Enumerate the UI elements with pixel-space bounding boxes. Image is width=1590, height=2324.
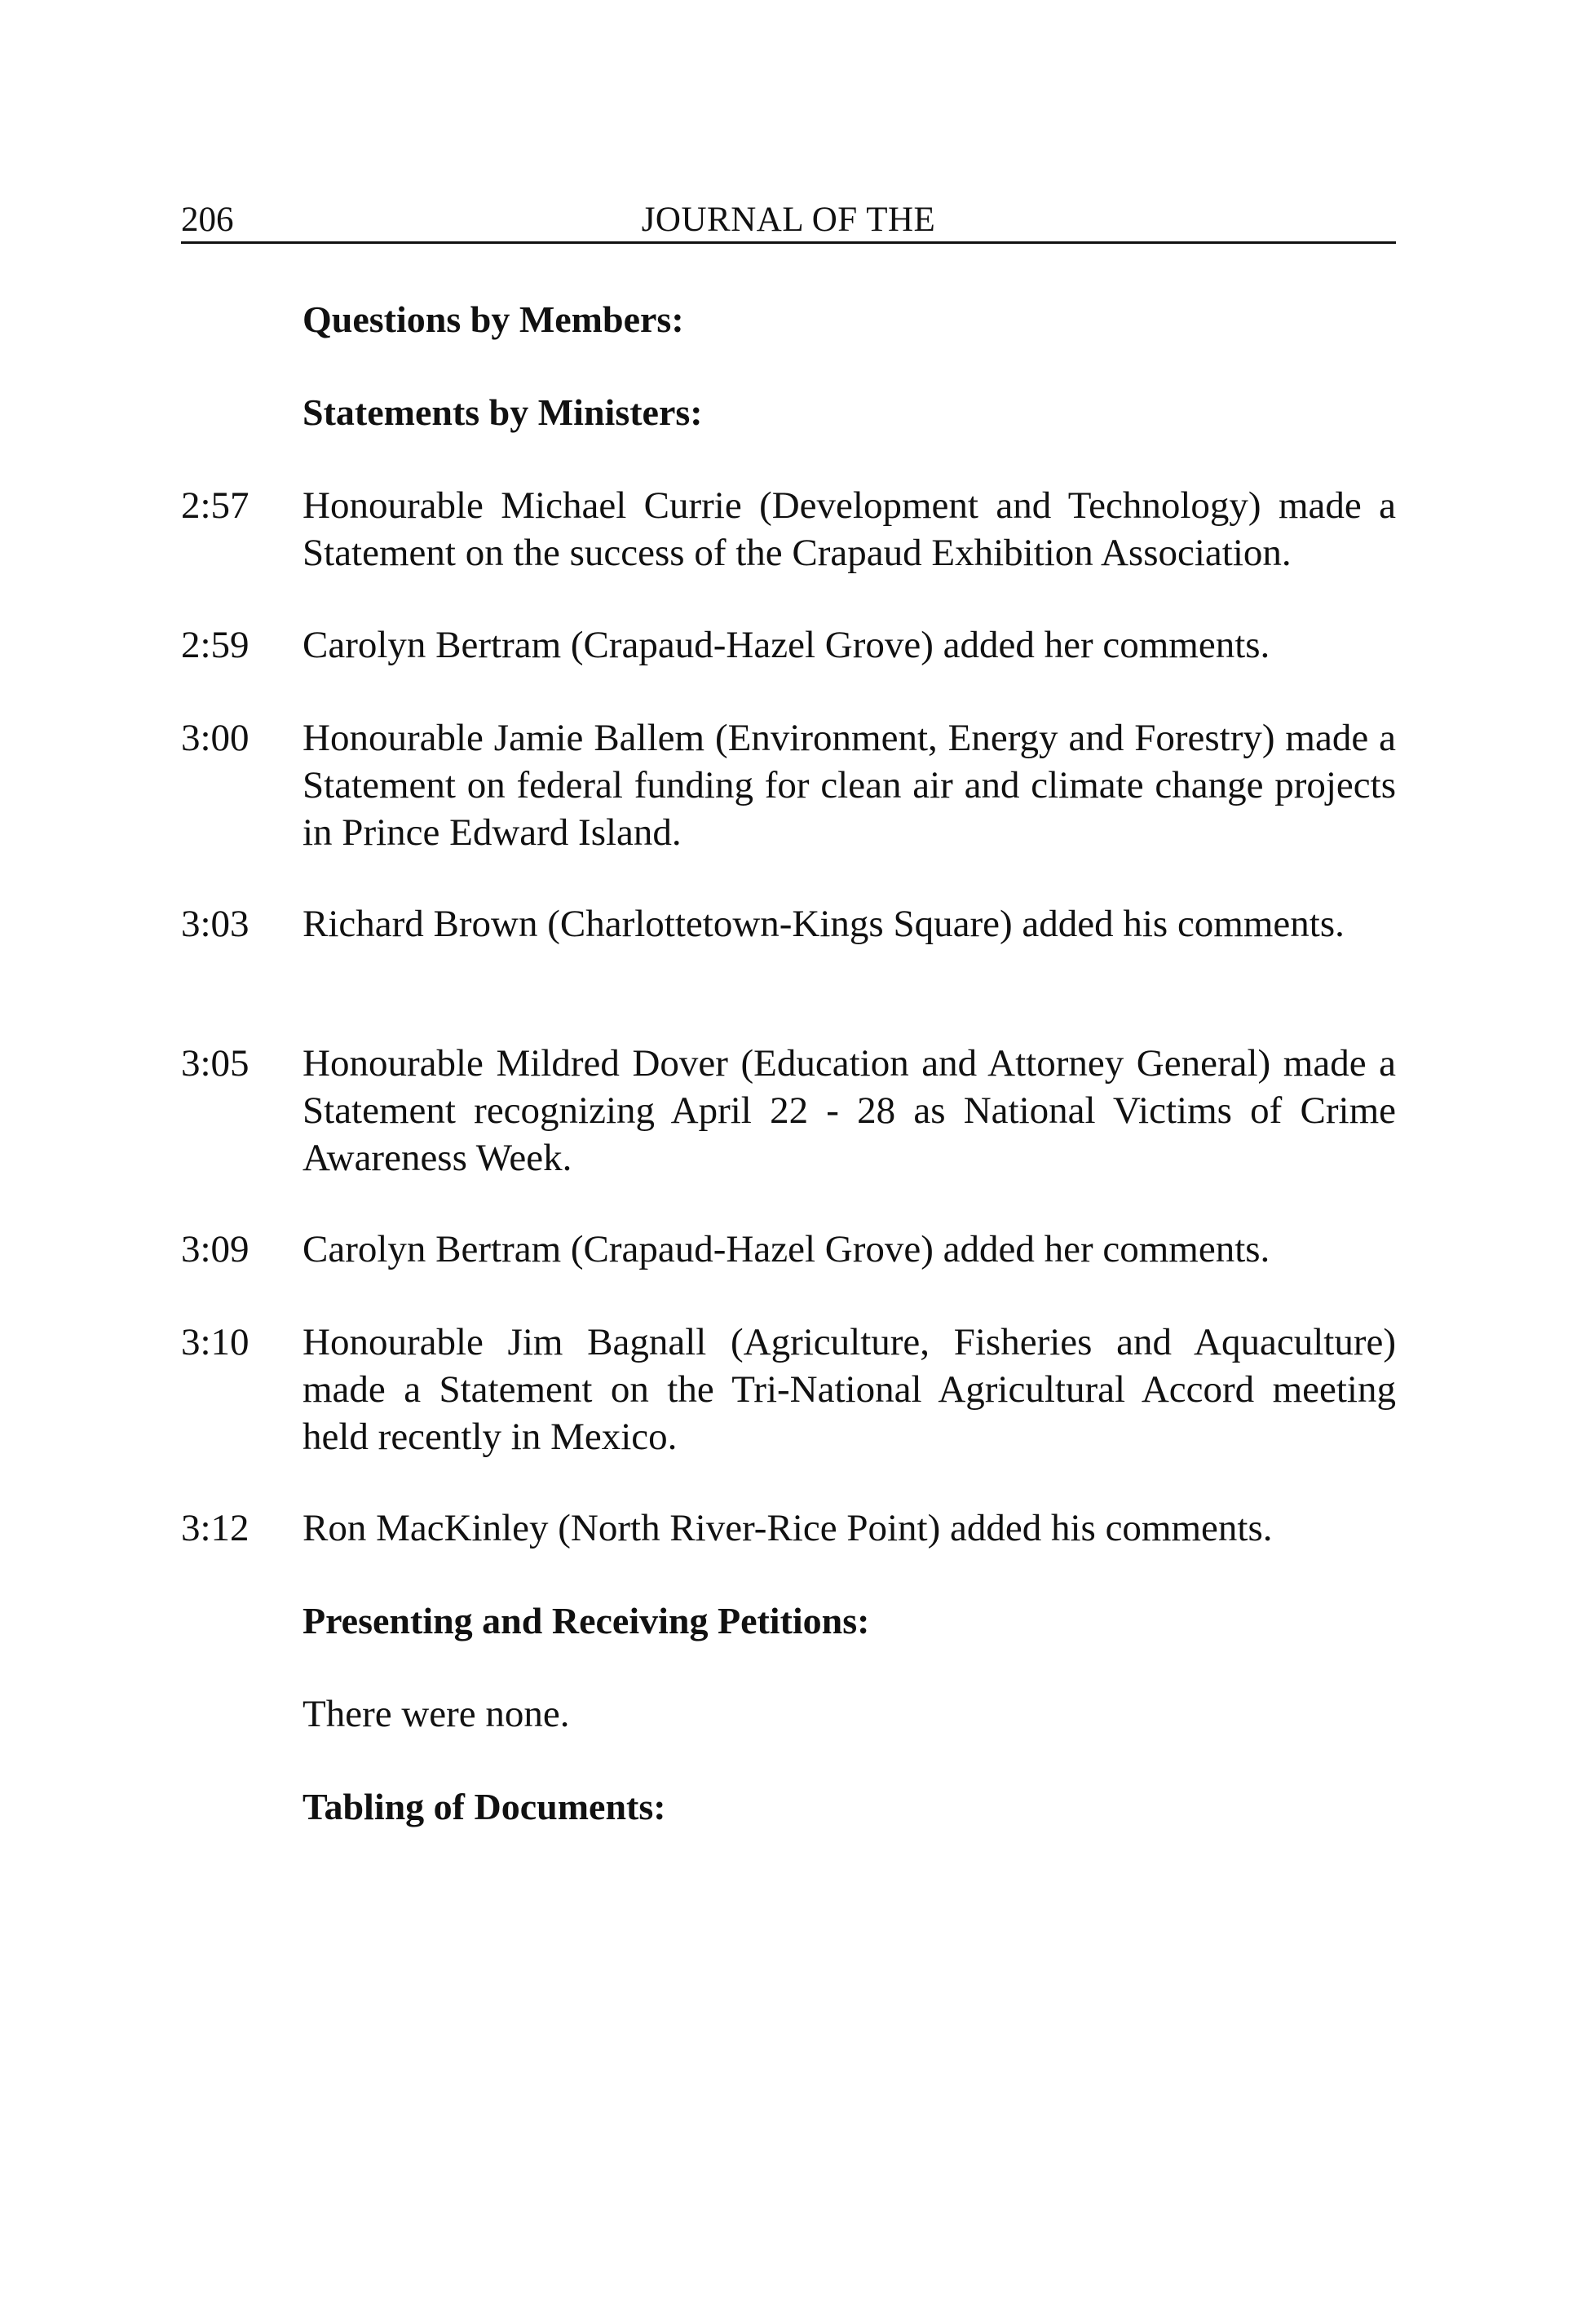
entry-time: 3:10 bbox=[181, 1321, 250, 1363]
running-head: JOURNAL OF THE bbox=[641, 201, 936, 239]
entry-time: 3:12 bbox=[181, 1507, 250, 1549]
entry-time: 2:57 bbox=[181, 484, 250, 527]
petitions-text: There were none. bbox=[303, 1693, 570, 1735]
page-header bbox=[181, 199, 1396, 244]
section-heading-questions: Questions by Members: bbox=[303, 298, 684, 340]
section-heading-tabling: Tabling of Documents: bbox=[303, 1786, 666, 1827]
page-number: 206 bbox=[181, 201, 234, 239]
entry-text: Carolyn Bertram (Crapaud-Hazel Grove) added her comments. bbox=[303, 1228, 1270, 1270]
section-heading-statements: Statements by Ministers: bbox=[303, 391, 703, 433]
entry-text: Honourable Jim Bagnall (Agriculture, Fisheries and Aquaculture) made a Statement on the Tri-National Agricultural Accord meeting held recently in Mexico. bbox=[303, 1321, 1396, 1458]
entry-text: Richard Brown (Charlottetown-Kings Square) added his comments. bbox=[303, 903, 1345, 945]
entry-time: 3:05 bbox=[181, 1042, 250, 1085]
entry-time: 3:00 bbox=[181, 717, 250, 759]
entry-time: 2:59 bbox=[181, 624, 250, 666]
entry-text: Honourable Jamie Ballem (Environment, Energy and Forestry) made a Statement on federal funding for clean air and climate change projects in Prince Edward Island. bbox=[303, 717, 1396, 854]
entry-text: Honourable Michael Currie (Development and Technology) made a Statement on the success of the Crapaud Exhibition Association. bbox=[303, 484, 1396, 574]
entry-time: 3:09 bbox=[181, 1228, 250, 1270]
section-heading-petitions: Presenting and Receiving Petitions: bbox=[303, 1600, 870, 1641]
entry-text: Honourable Mildred Dover (Education and Attorney General) made a Statement recognizing April 22 - 28 as National Victims of Crime Awareness Week. bbox=[303, 1042, 1396, 1179]
entry-text: Carolyn Bertram (Crapaud-Hazel Grove) added her comments. bbox=[303, 624, 1270, 666]
entry-text: Ron MacKinley (North River-Rice Point) added his comments. bbox=[303, 1507, 1273, 1549]
entry-time: 3:03 bbox=[181, 903, 250, 945]
